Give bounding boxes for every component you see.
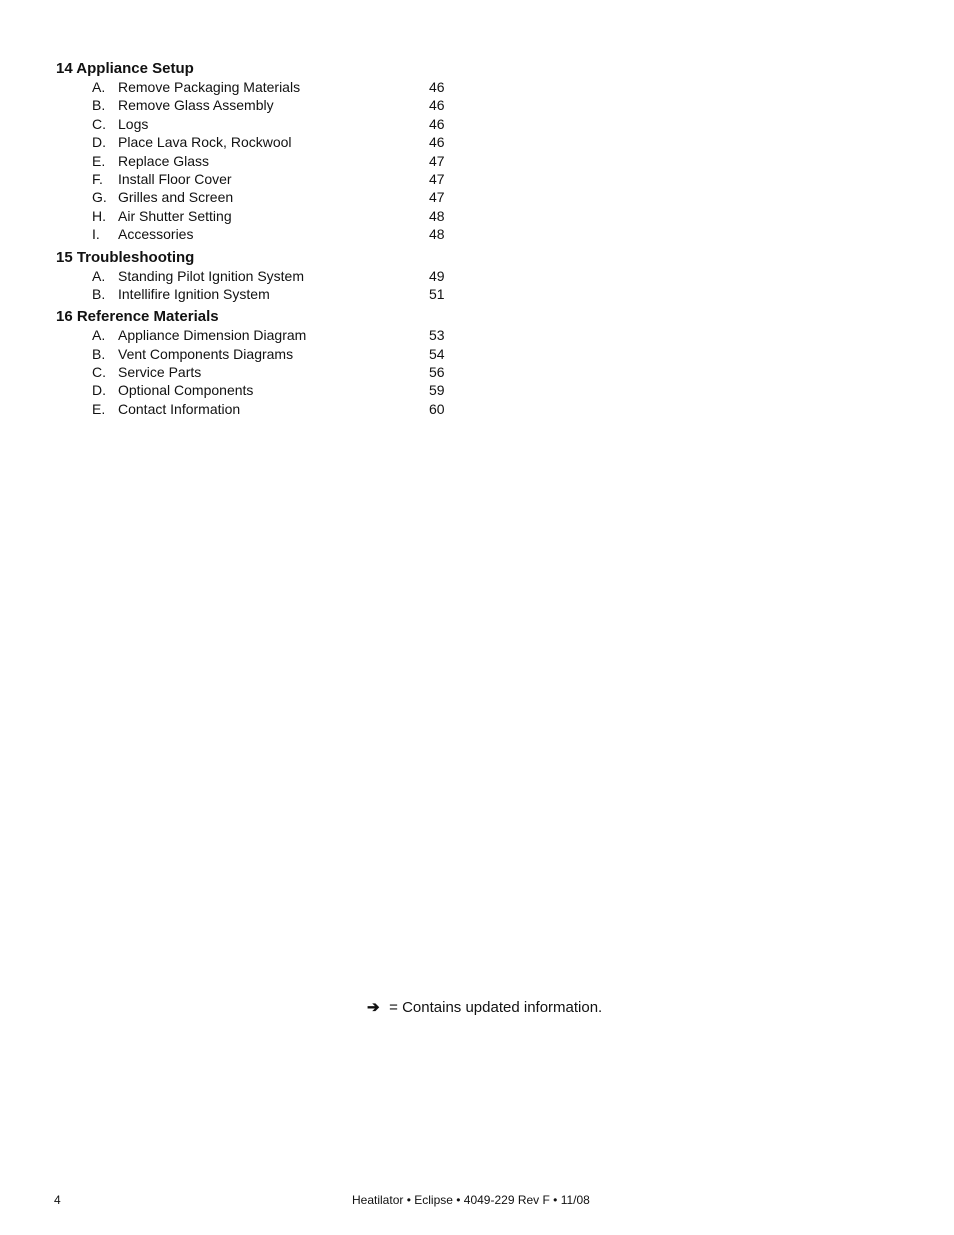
entry-page-number: 49 — [429, 267, 445, 284]
entry-letter: D. — [92, 134, 106, 151]
toc-entry — [56, 207, 476, 225]
entry-label: Intellifire Ignition System — [118, 285, 270, 302]
entry-letter: C. — [92, 115, 106, 132]
entry-page-number: 46 — [429, 79, 445, 95]
toc-entry — [56, 285, 476, 303]
toc-entry — [56, 381, 476, 399]
toc-entry — [56, 152, 476, 170]
entry-page-number: 46 — [429, 134, 445, 151]
entry-label: Remove Glass Assembly — [118, 97, 274, 114]
entry-letter: E. — [92, 400, 106, 417]
entry-page-number: 59 — [429, 382, 445, 399]
entry-letter: C. — [92, 364, 106, 381]
entry-page-number: 60 — [429, 400, 445, 417]
entry-label: Optional Components — [118, 382, 254, 399]
entry-label: Grilles and Screen — [118, 189, 234, 206]
entry-page-number: 46 — [429, 97, 445, 114]
table-of-contents — [56, 59, 476, 422]
toc-section — [56, 307, 476, 418]
entry-label: Contact Information — [118, 400, 241, 417]
entry-letter: D. — [92, 382, 106, 399]
toc-entry — [56, 326, 476, 344]
entry-letter: B. — [92, 345, 106, 362]
toc-entry — [56, 267, 476, 285]
entry-letter: F. — [92, 170, 103, 187]
entry-letter: G. — [92, 189, 107, 206]
entry-page-number: 47 — [429, 152, 445, 169]
entry-letter: E. — [92, 152, 106, 169]
entry-label: Logs — [118, 115, 149, 132]
arrow-right-icon: ➔ — [367, 999, 380, 1016]
entry-label: Standing Pilot Ignition System — [118, 267, 304, 284]
toc-entry — [56, 78, 476, 96]
section-title: 14 Appliance Setup — [56, 60, 194, 77]
entry-label: Vent Components Diagrams — [118, 345, 294, 362]
entry-letter: I. — [92, 226, 100, 243]
entry-label: Air Shutter Setting — [118, 207, 232, 224]
entry-page-number: 51 — [429, 285, 445, 302]
toc-entry — [56, 188, 476, 206]
entry-page-number: 47 — [429, 170, 445, 187]
entry-label: Accessories — [118, 226, 194, 243]
entry-label: Install Floor Cover — [118, 170, 232, 187]
toc-entry — [56, 363, 476, 381]
toc-entry — [56, 170, 476, 188]
entry-letter: A. — [92, 267, 106, 284]
section-title: 15 Troubleshooting — [56, 248, 195, 266]
legend-text: = Contains updated information. — [389, 999, 603, 1016]
toc-section — [56, 248, 476, 304]
entry-label: Replace Glass — [118, 152, 210, 169]
toc-section — [56, 59, 476, 244]
toc-entry — [56, 225, 476, 243]
toc-entry — [56, 400, 476, 418]
toc-entry — [56, 133, 476, 151]
toc-entry — [56, 115, 476, 133]
entry-page-number: 54 — [429, 345, 445, 362]
page-number: 4 — [54, 1193, 61, 1207]
entry-page-number: 53 — [429, 327, 445, 344]
toc-entry — [56, 345, 476, 363]
update-legend — [367, 998, 602, 1017]
section-title: 16 Reference Materials — [56, 308, 219, 326]
entry-label: Service Parts — [118, 364, 202, 381]
document-info: Heatilator • Eclipse • 4049-229 Rev F • 11/08 — [352, 1193, 590, 1207]
entry-letter: B. — [92, 285, 106, 302]
entry-page-number: 56 — [429, 364, 445, 381]
entry-page-number: 46 — [429, 115, 445, 132]
entry-letter: B. — [92, 97, 106, 114]
entry-label: Remove Packaging Materials — [118, 79, 301, 95]
entry-letter: H. — [92, 207, 106, 224]
entry-label: Place Lava Rock, Rockwool — [118, 134, 292, 151]
entry-letter: A. — [92, 327, 106, 344]
entry-letter: A. — [92, 79, 106, 95]
entry-page-number: 47 — [429, 189, 445, 206]
entry-page-number: 48 — [429, 207, 445, 224]
entry-label: Appliance Dimension Diagram — [118, 327, 307, 344]
entry-page-number: 48 — [429, 226, 445, 243]
toc-entry — [56, 96, 476, 114]
